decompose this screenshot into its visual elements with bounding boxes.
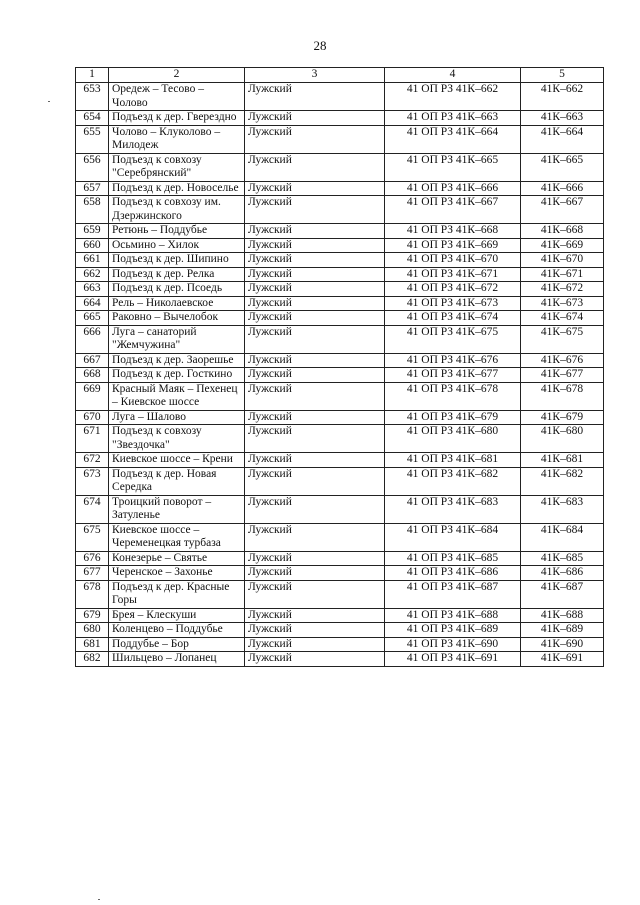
short-code-cell: 41К–673 bbox=[521, 296, 604, 311]
district-cell: Лужский bbox=[245, 196, 385, 224]
short-code-cell: 41К–663 bbox=[521, 111, 604, 126]
district-cell: Лужский bbox=[245, 425, 385, 453]
row-number-cell: 663 bbox=[76, 282, 109, 297]
short-code-cell: 41К–662 bbox=[521, 83, 604, 111]
table-row bbox=[76, 282, 604, 297]
district-cell: Лужский bbox=[245, 311, 385, 326]
table-body bbox=[76, 83, 604, 667]
scan-speck bbox=[48, 101, 50, 102]
header-row bbox=[76, 68, 604, 83]
road-name-cell: Подъезд к совхозу "Серебрянский" bbox=[109, 153, 245, 181]
road-name-cell: Подъезд к дер. Новоселье bbox=[109, 181, 245, 196]
row-number-cell: 671 bbox=[76, 425, 109, 453]
short-code-cell: 41К–677 bbox=[521, 368, 604, 383]
road-code-cell: 41 ОП РЗ 41К–663 bbox=[385, 111, 521, 126]
road-name-cell: Брея – Клескуши bbox=[109, 608, 245, 623]
district-cell: Лужский bbox=[245, 608, 385, 623]
district-cell: Лужский bbox=[245, 238, 385, 253]
short-code-cell: 41К–685 bbox=[521, 551, 604, 566]
short-code-cell: 41К–691 bbox=[521, 652, 604, 667]
row-number-cell: 665 bbox=[76, 311, 109, 326]
road-name-cell: Конезерье – Святье bbox=[109, 551, 245, 566]
district-cell: Лужский bbox=[245, 551, 385, 566]
row-number-cell: 674 bbox=[76, 495, 109, 523]
table-row bbox=[76, 495, 604, 523]
scan-speck bbox=[98, 899, 100, 900]
table-row bbox=[76, 467, 604, 495]
road-name-cell: Луга – санаторий "Жемчужина" bbox=[109, 325, 245, 353]
row-number-cell: 660 bbox=[76, 238, 109, 253]
table-header bbox=[76, 68, 604, 83]
short-code-cell: 41К–681 bbox=[521, 453, 604, 468]
district-cell: Лужский bbox=[245, 382, 385, 410]
table-row bbox=[76, 623, 604, 638]
district-cell: Лужский bbox=[245, 453, 385, 468]
road-code-cell: 41 ОП РЗ 41К–680 bbox=[385, 425, 521, 453]
table-row bbox=[76, 311, 604, 326]
road-code-cell: 41 ОП РЗ 41К–686 bbox=[385, 566, 521, 581]
short-code-cell: 41К–664 bbox=[521, 125, 604, 153]
road-code-cell: 41 ОП РЗ 41К–679 bbox=[385, 410, 521, 425]
table-row bbox=[76, 253, 604, 268]
district-cell: Лужский bbox=[245, 637, 385, 652]
district-cell: Лужский bbox=[245, 83, 385, 111]
road-name-cell: Подъезд к дер. Заорешье bbox=[109, 353, 245, 368]
road-code-cell: 41 ОП РЗ 41К–682 bbox=[385, 467, 521, 495]
district-cell: Лужский bbox=[245, 368, 385, 383]
short-code-cell: 41К–670 bbox=[521, 253, 604, 268]
road-name-cell: Шильцево – Лопанец bbox=[109, 652, 245, 667]
page-number: 28 bbox=[313, 38, 327, 53]
district-cell: Лужский bbox=[245, 181, 385, 196]
table-row bbox=[76, 608, 604, 623]
roads-table bbox=[75, 67, 604, 667]
short-code-cell: 41К–680 bbox=[521, 425, 604, 453]
road-name-cell: Подъезд к дер. Псоедь bbox=[109, 282, 245, 297]
table-row bbox=[76, 196, 604, 224]
road-name-cell: Луга – Шалово bbox=[109, 410, 245, 425]
road-name-cell: Рель – Николаевское bbox=[109, 296, 245, 311]
road-code-cell: 41 ОП РЗ 41К–688 bbox=[385, 608, 521, 623]
short-code-cell: 41К–688 bbox=[521, 608, 604, 623]
table-row bbox=[76, 425, 604, 453]
road-code-cell: 41 ОП РЗ 41К–689 bbox=[385, 623, 521, 638]
road-code-cell: 41 ОП РЗ 41К–664 bbox=[385, 125, 521, 153]
short-code-cell: 41К–675 bbox=[521, 325, 604, 353]
road-name-cell: Оредеж – Тесово – Чолово bbox=[109, 83, 245, 111]
district-cell: Лужский bbox=[245, 282, 385, 297]
table-row bbox=[76, 325, 604, 353]
table-row bbox=[76, 224, 604, 239]
column-header-3: 3 bbox=[245, 68, 385, 83]
district-cell: Лужский bbox=[245, 253, 385, 268]
row-number-cell: 678 bbox=[76, 580, 109, 608]
row-number-cell: 668 bbox=[76, 368, 109, 383]
road-code-cell: 41 ОП РЗ 41К–678 bbox=[385, 382, 521, 410]
row-number-cell: 667 bbox=[76, 353, 109, 368]
road-code-cell: 41 ОП РЗ 41К–673 bbox=[385, 296, 521, 311]
district-cell: Лужский bbox=[245, 224, 385, 239]
table-row bbox=[76, 410, 604, 425]
road-name-cell: Поддубье – Бор bbox=[109, 637, 245, 652]
short-code-cell: 41К–669 bbox=[521, 238, 604, 253]
row-number-cell: 664 bbox=[76, 296, 109, 311]
short-code-cell: 41К–672 bbox=[521, 282, 604, 297]
row-number-cell: 669 bbox=[76, 382, 109, 410]
road-name-cell: Киевское шоссе – Череменецкая турбаза bbox=[109, 523, 245, 551]
row-number-cell: 656 bbox=[76, 153, 109, 181]
row-number-cell: 682 bbox=[76, 652, 109, 667]
column-header-1: 1 bbox=[76, 68, 109, 83]
road-code-cell: 41 ОП РЗ 41К–683 bbox=[385, 495, 521, 523]
district-cell: Лужский bbox=[245, 410, 385, 425]
district-cell: Лужский bbox=[245, 580, 385, 608]
road-code-cell: 41 ОП РЗ 41К–672 bbox=[385, 282, 521, 297]
row-number-cell: 654 bbox=[76, 111, 109, 126]
short-code-cell: 41К–668 bbox=[521, 224, 604, 239]
row-number-cell: 657 bbox=[76, 181, 109, 196]
road-code-cell: 41 ОП РЗ 41К–666 bbox=[385, 181, 521, 196]
short-code-cell: 41К–674 bbox=[521, 311, 604, 326]
short-code-cell: 41К–682 bbox=[521, 467, 604, 495]
table-row bbox=[76, 551, 604, 566]
row-number-cell: 673 bbox=[76, 467, 109, 495]
short-code-cell: 41К–686 bbox=[521, 566, 604, 581]
short-code-cell: 41К–678 bbox=[521, 382, 604, 410]
district-cell: Лужский bbox=[245, 566, 385, 581]
road-name-cell: Подъезд к дер. Шипино bbox=[109, 253, 245, 268]
district-cell: Лужский bbox=[245, 652, 385, 667]
table-row bbox=[76, 637, 604, 652]
road-name-cell: Подъезд к дер. Новая Середка bbox=[109, 467, 245, 495]
table-row bbox=[76, 83, 604, 111]
road-code-cell: 41 ОП РЗ 41К–676 bbox=[385, 353, 521, 368]
row-number-cell: 675 bbox=[76, 523, 109, 551]
road-code-cell: 41 ОП РЗ 41К–687 bbox=[385, 580, 521, 608]
road-name-cell: Киевское шоссе – Крени bbox=[109, 453, 245, 468]
table-row bbox=[76, 111, 604, 126]
district-cell: Лужский bbox=[245, 125, 385, 153]
road-name-cell: Подъезд к дер. Красные Горы bbox=[109, 580, 245, 608]
road-name-cell: Подъезд к дер. Гверездно bbox=[109, 111, 245, 126]
road-code-cell: 41 ОП РЗ 41К–669 bbox=[385, 238, 521, 253]
row-number-cell: 666 bbox=[76, 325, 109, 353]
short-code-cell: 41К–667 bbox=[521, 196, 604, 224]
district-cell: Лужский bbox=[245, 296, 385, 311]
district-cell: Лужский bbox=[245, 523, 385, 551]
row-number-cell: 658 bbox=[76, 196, 109, 224]
table-row bbox=[76, 125, 604, 153]
road-name-cell: Чолово – Клуколово – Милодеж bbox=[109, 125, 245, 153]
table-row bbox=[76, 453, 604, 468]
table-row bbox=[76, 652, 604, 667]
table-row bbox=[76, 267, 604, 282]
road-code-cell: 41 ОП РЗ 41К–665 bbox=[385, 153, 521, 181]
road-code-cell: 41 ОП РЗ 41К–690 bbox=[385, 637, 521, 652]
row-number-cell: 659 bbox=[76, 224, 109, 239]
table-row bbox=[76, 523, 604, 551]
short-code-cell: 41К–690 bbox=[521, 637, 604, 652]
table-row bbox=[76, 368, 604, 383]
road-code-cell: 41 ОП РЗ 41К–685 bbox=[385, 551, 521, 566]
road-code-cell: 41 ОП РЗ 41К–681 bbox=[385, 453, 521, 468]
short-code-cell: 41К–666 bbox=[521, 181, 604, 196]
table-row bbox=[76, 153, 604, 181]
district-cell: Лужский bbox=[245, 353, 385, 368]
table-row bbox=[76, 566, 604, 581]
row-number-cell: 662 bbox=[76, 267, 109, 282]
row-number-cell: 655 bbox=[76, 125, 109, 153]
road-code-cell: 41 ОП РЗ 41К–674 bbox=[385, 311, 521, 326]
row-number-cell: 679 bbox=[76, 608, 109, 623]
row-number-cell: 670 bbox=[76, 410, 109, 425]
road-code-cell: 41 ОП РЗ 41К–668 bbox=[385, 224, 521, 239]
road-name-cell: Раковно – Вычелобок bbox=[109, 311, 245, 326]
district-cell: Лужский bbox=[245, 111, 385, 126]
road-code-cell: 41 ОП РЗ 41К–675 bbox=[385, 325, 521, 353]
row-number-cell: 676 bbox=[76, 551, 109, 566]
short-code-cell: 41К–676 bbox=[521, 353, 604, 368]
column-header-2: 2 bbox=[109, 68, 245, 83]
district-cell: Лужский bbox=[245, 153, 385, 181]
short-code-cell: 41К–679 bbox=[521, 410, 604, 425]
short-code-cell: 41К–665 bbox=[521, 153, 604, 181]
road-name-cell: Подъезд к совхозу "Звездочка" bbox=[109, 425, 245, 453]
table-row bbox=[76, 181, 604, 196]
row-number-cell: 672 bbox=[76, 453, 109, 468]
short-code-cell: 41К–684 bbox=[521, 523, 604, 551]
district-cell: Лужский bbox=[245, 495, 385, 523]
road-name-cell: Черенское – Захонье bbox=[109, 566, 245, 581]
table-row bbox=[76, 296, 604, 311]
short-code-cell: 41К–671 bbox=[521, 267, 604, 282]
short-code-cell: 41К–683 bbox=[521, 495, 604, 523]
road-code-cell: 41 ОП РЗ 41К–671 bbox=[385, 267, 521, 282]
road-name-cell: Подъезд к дер. Релка bbox=[109, 267, 245, 282]
district-cell: Лужский bbox=[245, 623, 385, 638]
road-name-cell: Подъезд к совхозу им. Дзержинского bbox=[109, 196, 245, 224]
short-code-cell: 41К–687 bbox=[521, 580, 604, 608]
column-header-4: 4 bbox=[385, 68, 521, 83]
table-row bbox=[76, 238, 604, 253]
district-cell: Лужский bbox=[245, 267, 385, 282]
row-number-cell: 677 bbox=[76, 566, 109, 581]
road-code-cell: 41 ОП РЗ 41К–667 bbox=[385, 196, 521, 224]
road-name-cell: Красный Маяк – Пехенец – Киевское шоссе bbox=[109, 382, 245, 410]
row-number-cell: 680 bbox=[76, 623, 109, 638]
road-name-cell: Ретюнь – Поддубье bbox=[109, 224, 245, 239]
road-name-cell: Подъезд к дер. Госткино bbox=[109, 368, 245, 383]
road-name-cell: Коленцево – Поддубье bbox=[109, 623, 245, 638]
column-header-5: 5 bbox=[521, 68, 604, 83]
road-name-cell: Троицкий поворот – Затуленье bbox=[109, 495, 245, 523]
table-row bbox=[76, 580, 604, 608]
road-code-cell: 41 ОП РЗ 41К–670 bbox=[385, 253, 521, 268]
district-cell: Лужский bbox=[245, 467, 385, 495]
table-row bbox=[76, 353, 604, 368]
short-code-cell: 41К–689 bbox=[521, 623, 604, 638]
road-code-cell: 41 ОП РЗ 41К–677 bbox=[385, 368, 521, 383]
row-number-cell: 681 bbox=[76, 637, 109, 652]
road-code-cell: 41 ОП РЗ 41К–691 bbox=[385, 652, 521, 667]
road-code-cell: 41 ОП РЗ 41К–684 bbox=[385, 523, 521, 551]
road-code-cell: 41 ОП РЗ 41К–662 bbox=[385, 83, 521, 111]
road-name-cell: Осьмино – Хилок bbox=[109, 238, 245, 253]
row-number-cell: 661 bbox=[76, 253, 109, 268]
table-row bbox=[76, 382, 604, 410]
district-cell: Лужский bbox=[245, 325, 385, 353]
row-number-cell: 653 bbox=[76, 83, 109, 111]
